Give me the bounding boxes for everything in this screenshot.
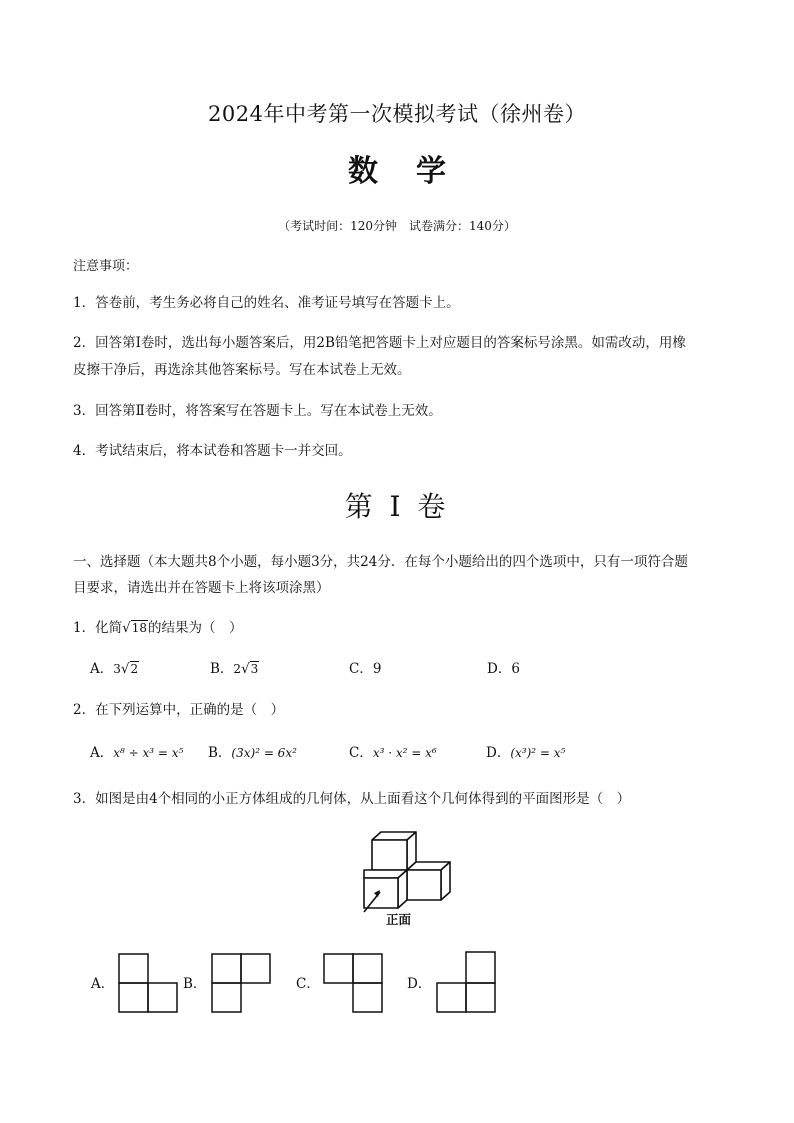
q2-option-a: A．x⁸ ÷ x³ = x⁵ [90,745,184,761]
q3-option-a-label: A． [91,976,115,992]
q2-option-b: B．(3x)² = 6x² [208,745,297,761]
q3-option-b-figure [210,952,272,1014]
q3-option-c-figure [322,952,384,1014]
q3-option-d-figure [435,950,497,1014]
sqrt-symbol: √ [122,620,131,636]
q3-option-b-label: B． [183,976,207,992]
notice-item-2-line-2: 皮擦干净后，再选涂其他答案标号。写在本试卷上无效。 [73,362,411,378]
figure-front-label: 正面 [386,912,412,927]
section-intro-line-1: 一、选择题（本大题共8个小题，每小题3分，共24分．在每个小题给出的四个选项中，只有一项符合题 [73,554,688,570]
q3-option-a-figure [117,952,179,1014]
exam-title: 2024年中考第一次模拟考试（徐州卷） [208,102,586,126]
subject-title: 数学 [348,154,484,189]
q3-option-c-label: C． [296,976,320,992]
q1-option-b: B．2√3 [210,661,259,677]
question-2-stem: 2．在下列运算中，正确的是（ ） [73,702,285,718]
q1-option-a: A．3√2 [90,661,139,677]
q1-option-d: D．6 [487,661,520,677]
notice-item-1: 1．答卷前，考生务必将自己的姓名、准考证号填写在答题卡上。 [73,295,460,311]
q1-stem-prefix: 1．化简 [73,620,123,636]
question-3-stem: 3．如图是由4个相同的小正方体组成的几何体，从上面看这个几何体得到的平面图形是（ ） [73,791,631,807]
exam-info: （考试时间：120分钟 试卷满分：140分） [278,219,516,233]
q1-radicand: 18 [131,621,147,635]
notice-heading: 注意事项： [73,259,139,274]
notice-item-3: 3．回答第Ⅱ卷时，将答案写在答题卡上。写在本试卷上无效。 [73,403,442,419]
q2-option-c: C．x³ · x² = x⁶ [349,745,437,761]
volume-title: 第 I 卷 [344,490,450,523]
q2-option-d: D．(x³)² = x⁵ [486,745,566,761]
q1-option-c: C．9 [349,661,382,677]
notice-item-2-line-1: 2．回答第Ⅰ卷时，选出每小题答案后，用2B铅笔把答题卡上对应题目的答案标号涂黑。如需改动，用橡 [73,335,686,351]
cube-solid-figure [350,828,460,933]
question-1-stem [73,618,242,638]
q3-option-d-label: D． [407,976,432,992]
notice-item-4: 4．考试结束后，将本试卷和答题卡一并交回。 [73,443,352,459]
section-intro-line-2: 目要求，请选出并在答题卡上将该项涂黑） [73,580,330,596]
q1-stem-suffix: 的结果为（ ） [147,620,243,636]
